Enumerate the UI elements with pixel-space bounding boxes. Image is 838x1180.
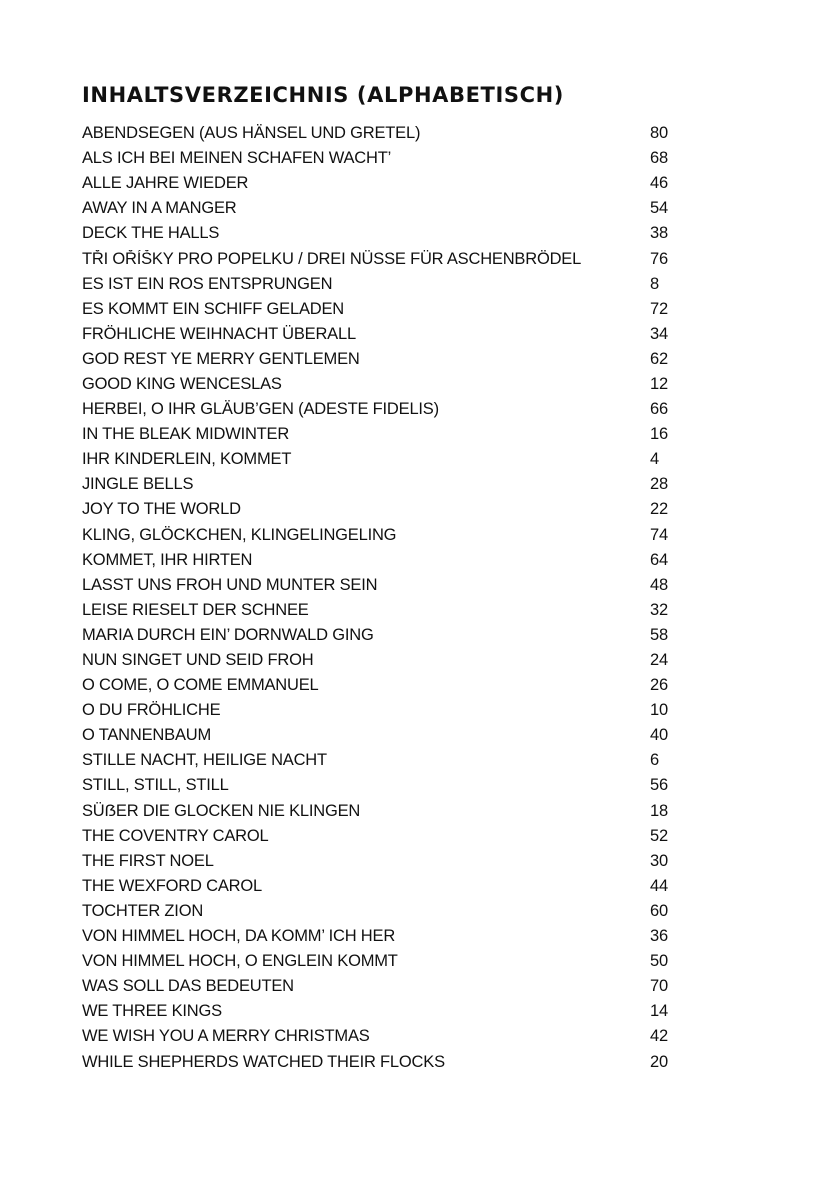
toc-entry-page-number: 64 [650, 550, 668, 569]
toc-entry [82, 924, 682, 949]
toc-entry-title: THE COVENTRY CAROL [82, 826, 269, 845]
toc-entry-page-number: 24 [650, 651, 668, 670]
toc-entry-title: THE WEXFORD CAROL [82, 876, 262, 895]
toc-entry-title: O TANNENBAUM [82, 726, 212, 745]
toc-entry [82, 949, 682, 974]
toc-entry-page-number: 6 [650, 751, 659, 770]
toc-entry-page-number: 40 [650, 726, 668, 745]
toc-entry-page-number: 30 [650, 851, 668, 870]
toc-entry [82, 146, 682, 171]
toc-entry [82, 573, 682, 598]
table-of-contents [82, 121, 682, 1075]
toc-entry [82, 422, 682, 447]
toc-entry-page-number: 50 [650, 952, 668, 971]
toc-entry [82, 1024, 682, 1049]
toc-entry-title: KOMMET, IHR HIRTEN [82, 550, 253, 569]
toc-entry-page-number: 26 [650, 676, 668, 695]
toc-entry [82, 698, 682, 723]
page-title: INHALTSVERZEICHNIS (ALPHABETISCH) [82, 83, 564, 107]
toc-entry-title: WHILE SHEPHERDS WATCHED THEIR FLOCKS [82, 1052, 445, 1071]
toc-entry-page-number: 60 [650, 901, 668, 920]
toc-entry [82, 773, 682, 798]
toc-entry-title: GOD REST YE MERRY GENTLEMEN [82, 349, 360, 368]
toc-entry [82, 849, 682, 874]
toc-entry [82, 221, 682, 246]
toc-entry-page-number: 18 [650, 801, 668, 820]
toc-entry [82, 297, 682, 322]
toc-entry-title: VON HIMMEL HOCH, DA KOMM’ ICH HER [82, 927, 396, 946]
toc-entry-page-number: 72 [650, 299, 668, 318]
toc-entry [82, 523, 682, 548]
toc-entry [82, 497, 682, 522]
toc-entry-title: WAS SOLL DAS BEDEUTEN [82, 977, 294, 996]
toc-entry-title: STILLE NACHT, HEILIGE NACHT [82, 751, 327, 770]
toc-entry [82, 999, 682, 1024]
toc-entry-title: JOY TO THE WORLD [82, 500, 241, 519]
toc-entry [82, 246, 682, 271]
toc-entry-page-number: 12 [650, 374, 668, 393]
toc-entry [82, 548, 682, 573]
toc-entry-page-number: 56 [650, 776, 668, 795]
toc-entry-page-number: 48 [650, 575, 668, 594]
toc-entry-page-number: 44 [650, 876, 668, 895]
toc-entry-page-number: 4 [650, 450, 659, 469]
toc-entry [82, 121, 682, 146]
toc-entry-page-number: 28 [650, 475, 668, 494]
toc-entry-title: WE THREE KINGS [82, 1002, 222, 1021]
toc-entry-title: ABENDSEGEN (AUS HÄNSEL UND GRETEL) [82, 124, 421, 143]
toc-entry [82, 824, 682, 849]
toc-entry-page-number: 46 [650, 174, 668, 193]
toc-entry-title: ALLE JAHRE WIEDER [82, 174, 249, 193]
toc-entry [82, 598, 682, 623]
toc-entry-page-number: 42 [650, 1027, 668, 1046]
toc-entry [82, 748, 682, 773]
toc-entry [82, 648, 682, 673]
toc-entry-title: DECK THE HALLS [82, 224, 220, 243]
toc-entry-page-number: 52 [650, 826, 668, 845]
toc-entry-page-number: 54 [650, 199, 668, 218]
toc-entry [82, 673, 682, 698]
toc-entry-title: ALS ICH BEI MEINEN SCHAFEN WACHT’ [82, 149, 392, 168]
toc-entry [82, 171, 682, 196]
toc-entry-page-number: 38 [650, 224, 668, 243]
toc-entry [82, 623, 682, 648]
toc-entry-title: THE FIRST NOEL [82, 851, 214, 870]
toc-entry [82, 196, 682, 221]
toc-entry [82, 447, 682, 472]
toc-entry-page-number: 62 [650, 349, 668, 368]
toc-entry-title: O DU FRÖHLICHE [82, 701, 221, 720]
toc-entry-page-number: 68 [650, 149, 668, 168]
toc-entry [82, 974, 682, 999]
toc-entry-page-number: 70 [650, 977, 668, 996]
toc-entry-title: TOCHTER ZION [82, 901, 204, 920]
toc-entry-title: WE WISH YOU A MERRY CHRISTMAS [82, 1027, 370, 1046]
toc-entry [82, 397, 682, 422]
toc-entry-page-number: 32 [650, 600, 668, 619]
toc-entry-title: ES KOMMT EIN SCHIFF GELADEN [82, 299, 344, 318]
toc-entry-title: HERBEI, O IHR GLÄUB’GEN (ADESTE FIDELIS) [82, 400, 439, 419]
toc-entry [82, 322, 682, 347]
toc-entry-title: IN THE BLEAK MIDWINTER [82, 425, 290, 444]
toc-entry-page-number: 20 [650, 1052, 668, 1071]
toc-entry-title: LEISE RIESELT DER SCHNEE [82, 600, 309, 619]
toc-entry-title: IHR KINDERLEIN, KOMMET [82, 450, 292, 469]
toc-entry-title: O COME, O COME EMMANUEL [82, 676, 319, 695]
toc-entry-page-number: 8 [650, 274, 659, 293]
toc-entry-page-number: 58 [650, 625, 668, 644]
toc-entry-title: AWAY IN A MANGER [82, 199, 237, 218]
toc-entry [82, 372, 682, 397]
toc-entry-page-number: 16 [650, 425, 668, 444]
toc-entry-page-number: 80 [650, 124, 668, 143]
toc-entry-title: STILL, STILL, STILL [82, 776, 229, 795]
toc-entry-page-number: 14 [650, 1002, 668, 1021]
toc-entry-title: KLING, GLÖCKCHEN, KLINGELINGELING [82, 525, 397, 544]
toc-entry [82, 874, 682, 899]
toc-entry-title: SÜẞER DIE GLOCKEN NIE KLINGEN [82, 801, 361, 820]
toc-entry [82, 723, 682, 748]
toc-entry-page-number: 74 [650, 525, 668, 544]
toc-entry-title: JINGLE BELLS [82, 475, 194, 494]
toc-entry-title: GOOD KING WENCESLAS [82, 374, 282, 393]
toc-entry-page-number: 34 [650, 324, 668, 343]
toc-entry-title: ES IST EIN ROS ENTSPRUNGEN [82, 274, 333, 293]
toc-entry [82, 1049, 682, 1074]
toc-entry-page-number: 66 [650, 400, 668, 419]
toc-entry-page-number: 22 [650, 500, 668, 519]
toc-entry-title: FRÖHLICHE WEIHNACHT ÜBERALL [82, 324, 356, 343]
toc-entry [82, 472, 682, 497]
toc-entry-title: NUN SINGET UND SEID FROH [82, 651, 314, 670]
toc-entry [82, 272, 682, 297]
toc-entry-page-number: 10 [650, 701, 668, 720]
toc-entry-title: VON HIMMEL HOCH, O ENGLEIN KOMMT [82, 952, 398, 971]
toc-entry-title: LASST UNS FROH UND MUNTER SEIN [82, 575, 378, 594]
toc-entry [82, 347, 682, 372]
toc-entry [82, 899, 682, 924]
toc-entry-title: MARIA DURCH EIN’ DORNWALD GING [82, 625, 374, 644]
toc-entry-title: TŘI OŘÍŠKY PRO POPELKU / DREI NÜSSE FÜR ASCHENBRÖDEL [82, 249, 582, 268]
toc-entry-page-number: 76 [650, 249, 668, 268]
toc-entry-page-number: 36 [650, 927, 668, 946]
toc-entry [82, 799, 682, 824]
